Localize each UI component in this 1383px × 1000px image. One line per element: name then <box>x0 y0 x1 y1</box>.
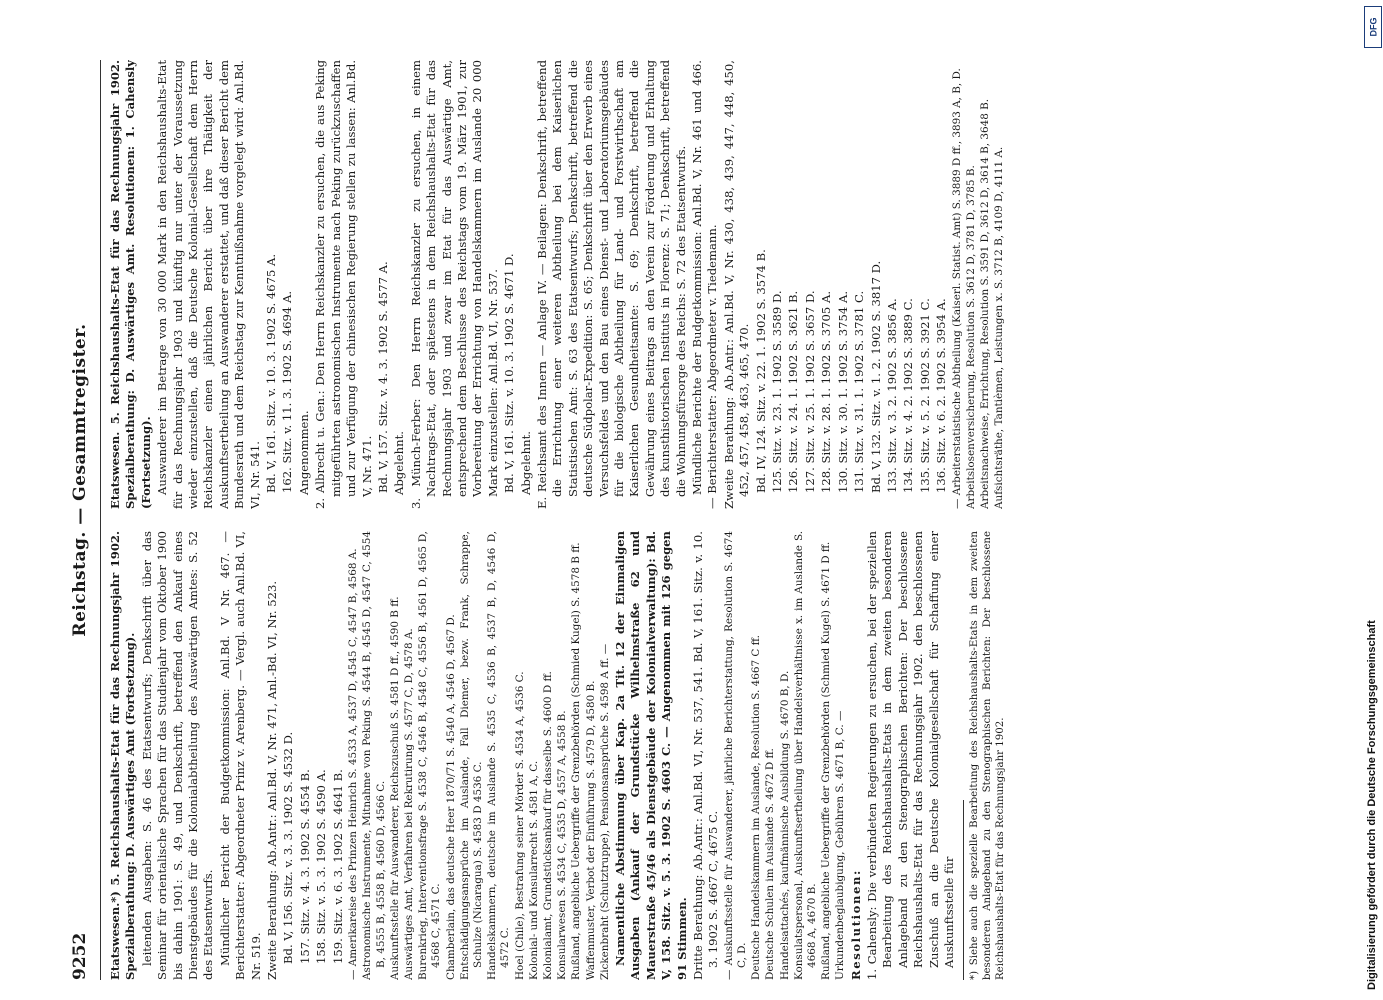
index-entry: Waffenmuster, Verbot der Einführung S. 4579 D, 4580 B. <box>584 680 597 980</box>
index-entry: Deutsche Schulen im Auslande S. 4672 D ff. <box>764 748 777 980</box>
index-entry: Hoel (Chile), Bestrafung seiner Mörder S. 4534 A, 4536 C. <box>513 671 526 980</box>
index-entry: — Amerikareise des Prinzen Heinrich S. 4533 A, 4537 D, 4545 C, 4547 B, 4568 A. <box>347 548 360 980</box>
sitting-reference: 125. Sitz. v. 23. 1. 1902 S. 3589 D. <box>770 290 785 493</box>
sitting-reference: Bd. V, 156. Sitz. v. 3. 3. 1902 S. 4532 D. <box>281 731 296 964</box>
sitting-reference: 162. Sitz. v. 11. 3. 1902 S. 4694 A. <box>280 290 295 493</box>
index-entry: Konsularwesen S. 4534 C, 4535 D, 4557 A, 4558 B. <box>556 710 569 980</box>
digitization-credit: Digitalisierung gefördert durch die Deutsche Forschungsgemeinschaft <box>1366 620 1378 990</box>
index-entry: Astronomische Instrumente, Mitnahme von Peking S. 4544 B, 4545 D, 4547 C, 4554 B, 4555 B, 4558 B, 4560 D, 4566 C. <box>361 531 387 980</box>
outcome: Abgelehnt. <box>518 431 533 495</box>
sitting-reference: 127. Sitz. v. 25. 1. 1902 S. 3657 D. <box>802 290 817 493</box>
index-entry: Arbeitsnachweise, Errichtung, Resolution S. 3591 D, 3612 D, 3614 B, 3648 B. <box>978 98 991 509</box>
dfg-logo <box>1364 6 1382 48</box>
index-entry: Handelskammern, deutsche im Auslande S. 4535 C, 4536 B, 4537 B, D, 4546 D, 4572 C. <box>486 531 512 980</box>
index-entry: Aufsichtsräthe, Tantièmen, Leistungen x. S. 3712 B, 4109 D, 4111 A. <box>993 146 1006 509</box>
text-columns <box>108 60 1350 980</box>
entry-paragraph: Zweite Berathung: Ab.Antr.: Anl.Bd. V, Nr. 430, 438, 439, 447, 448, 450, 452, 457, 458, 463, 465, 470. <box>721 60 752 509</box>
sitting-reference: 136. Sitz. v. 6. 2. 1902 S. 3954 A. <box>934 298 949 493</box>
index-entry: Kolonial- und Konsularrecht S. 4581 A, C. <box>527 760 540 980</box>
index-entry: Rußland, angebliche Uebergriffe der Grenzbehörden (Schmied Kugel) S. 4578 B ff. <box>570 542 583 980</box>
footnote-divider <box>963 800 964 980</box>
sitting-reference: 134. Sitz. v. 4. 2. 1902 S. 3889 C. <box>901 298 916 493</box>
index-entry: Burenkrieg, Interventionsfrage S. 4538 C, 4546 B, 4548 C, 4556 B, 4561 D, 4565 D, 4568 C, 4571 C. <box>417 531 443 980</box>
running-title: Reichstag. — Gesammtregister. <box>70 323 90 637</box>
resolution-entry: 3. Münch-Ferber: Den Herrn Reichskanzler zu ersuchen, in einem Nachtrags-Etat, oder spätestens in dem Reichshaushalts-Etat für das Rechnungsjahr 1903 und zwar im Etat für das Auswärtige Amt, entsprechend dem Beschlusse des Reichstags vom 19. März 1901, zur Vorbereitung der Errichtung von Handelskammern im Auslande 20 000 Mark einzustellen: Anl.Bd. VI, Nr. 537. <box>408 60 500 509</box>
index-entry: Rußland, angebliche Uebergriffe der Grenzbehörden (Schmied Kugel) S. 4671 D ff. <box>820 541 833 980</box>
resolution-entry: 2. Albrecht u. Gen.: Den Herrn Reichskanzler zu ersuchen, die aus Peking mitgeführten astronomischen Instrumente nach Peking zurückzuschaffen und zur Verfügung der chinesischen Regierung stellen zu lassen: Anl.Bd. V, Nr. 471. <box>313 60 374 509</box>
footnote: *) Siehe auch die spezielle Bearbeitung des Reichshaushalts-Etats in dem zweiten besonderen Anlageband zu den Stenographischen Berichten: Der beschlossene Reichshaushalts-Etat für das Rechnungsjahr 1902. <box>969 531 1007 980</box>
index-entry: Arbeitslosenversicherung, Resolution S. 3612 D, 3781 D, 3785 B. <box>964 165 977 509</box>
entry-paragraph: leitenden Ausgaben: S. 46 des Etatsentwurfs; Denkschrift über das Seminar für orientalische Sprachen für das Studienjahr vom Oktober 1900 bis dahin 1901: S. 49, und Denkschrift, betreffend den Ankauf eines Dienstgebäudes für die Kolonialabtheilung des Auswärtigen Amtes: S. 52 des Etatsentwurfs. <box>139 531 216 980</box>
outcome: Abgelehnt. <box>392 431 407 495</box>
index-entry: Auswärtiges Amt, Verfahren bei Rekrutirung S. 4577 C, D, 4578 A. <box>402 628 415 980</box>
index-entry: Urkundenbeglaubigung, Gebühren S. 4671 B, C. — <box>834 710 847 980</box>
sitting-reference: 130. Sitz. v. 30. 1. 1902 S. 3754 A. <box>835 290 850 493</box>
index-entry: Konsulatspersonal, Auskunftsertheilung über Handelsverhältnisse x. im Auslande S. 4668 A, 4670 B. <box>792 531 819 980</box>
resolution-entry: 1. Cahensly: Die verbündeten Regierungen zu ersuchen, bei der speziellen Bearbeitung des Reichshaushalts-Etats in dem zweiten besonderen Anlageband zu den Stenographischen Berichten: Der beschlossene Reichshaushalts-Etat für das Rechnungsjahr 1902. den beschlossenen Zuschuß an die Deutsche Kolonialgesellschaft für Schaffung einer Auskunftsstelle für <box>865 531 957 980</box>
entry-paragraph: Dritte Berathung: Ab.Antr.: Anl.Bd. VI, Nr. 537, 541. Bd. V, 161. Sitz. v. 10. 3. 1902 S. 4667 C, 4675 C. <box>690 531 721 980</box>
page-header <box>60 60 101 980</box>
index-entry: Entschädigungsansprüche im Auslande, Fall Diemer, bezw. Frank, Schrappe, Schulze (Nicaragua) S. 4583 D 4536 C. <box>458 531 484 980</box>
sitting-reference: Bd. V, 132. Sitz. v. 1. 2. 1902 S. 3817 D. <box>868 260 883 493</box>
index-entry: Kolonialamt, Grundstücksankauf für dasselbe S. 4600 D ff. <box>541 671 554 980</box>
index-entry: Zickenbraht (Schutztruppe), Pensionsansprüche S. 4598 A ff. — <box>598 643 611 980</box>
sitting-reference: 133. Sitz. v. 3. 2. 1902 S. 3856 A. <box>884 298 899 493</box>
vote-paragraph: Namentliche Abstimmung über Kap. 2a Tit. 12 der Einmaligen Ausgaben (Ankauf der Grundstücke Wilhelmstraße 62 und Mauerstraße 45/46 als Dienstgebäude der Kolonialverwaltung): Bd. V, 158. Sitz. v. 5. 3. 1902 S. 4603 C. — Angenommen mit 126 gegen 91 Stimmen. <box>612 531 689 980</box>
sitting-reference: Bd. V, 161. Sitz. v. 10. 3. 1902 S. 4671 D. <box>502 253 517 493</box>
dfg-logo-text: DFG <box>1368 17 1378 37</box>
entry-paragraph: Zweite Berathung: Ab.Antr.: Anl.Bd. V, Nr. 471, Anl.-Bd. VI, Nr. 523. <box>265 580 280 980</box>
index-entry: — Auskunftsstelle für Auswanderer, jährliche Berichterstattung, Resolution S. 4674 C, D. <box>722 531 748 980</box>
index-entry: Handelsattachés, kaufmännische Ausbildung S. 4670 B, D. <box>778 670 791 980</box>
sitting-reference: Bd. V, 161. Sitz. v. 10. 3. 1902 S. 4675 A. <box>264 253 279 493</box>
sitting-reference: 157. Sitz. v. 4. 3. 1902 S. 4554 B. <box>297 769 312 964</box>
outcome: Angenommen. <box>296 410 311 495</box>
sitting-reference: 158. Sitz. v. 5. 3. 1902 S. 4590 A. <box>314 769 329 964</box>
entry-paragraph: Mündlicher Bericht der Budgetkommission: Anl.Bd. V Nr. 467. — Berichterstatter: Abgeordneter Prinz v. Arenberg. — Vergl. auch Anl.Bd. VI, Nr. 519. <box>217 531 263 980</box>
sitting-reference: Bd. V, 157. Sitz. v. 4. 3. 1902 S. 4577 A. <box>375 261 390 493</box>
resolutions-heading: Resolutionen: <box>848 869 863 980</box>
left-column <box>108 531 1350 980</box>
entry-paragraph: Mündliche Berichte der Budgetkommission: Anl.Bd. V, Nr. 461 und 466. — Berichterstatter: Abgeordneter v. Tiedemann. <box>690 60 720 509</box>
entry-paragraph: Auswanderer im Betrage von 30 000 Mark in den Reichshaushalts-Etat für das Rechnungsjahr 1903 und künftig nur unter der Voraussetzung wieder einzustellen, daß die Deutsche Kolonial-Gesellschaft dem Herrn Reichskanzler einen jährlichen Bericht über ihre Thätigkeit der Auskunftsertheilung an Auswanderer erstattet, und daß dieser Bericht dem Bundesrath und dem Reichstag zur Kenntnißnahme vorgelegt wird: Anl.Bd. VI, Nr. 541. <box>155 60 262 509</box>
index-entry: Chamberlain, das deutsche Heer 1870/71 S. 4540 A, 4546 D, 4567 D. <box>444 614 457 980</box>
index-entry: Auskunftsstelle für Auswanderer, Reichszuschuß S. 4581 D ff., 4590 B ff. <box>388 596 401 980</box>
rotated-register-page <box>60 60 1350 980</box>
section-heading: Etatswesen.*) 5. Reichshaushalts-Etat für das Rechnungsjahr 1902. Spezialberathung: D. Auswärtiges Amt (Fortsetzung). <box>108 531 138 980</box>
right-column <box>108 60 1350 509</box>
index-entry: — Arbeiterstatistische Abtheilung (Kaiserl. Statist. Amt) S. 3889 D ff., 3893 A, B, D. <box>950 68 963 509</box>
sitting-reference: 128. Sitz. v. 28. 1. 1902 S. 3705 A. <box>819 290 834 493</box>
sitting-reference: 159. Sitz. v. 6. 3. 1902 S. 4641 B. <box>330 769 345 964</box>
sitting-reference: 135. Sitz. v. 5. 2. 1902 S. 3921 C. <box>917 298 932 493</box>
sitting-reference: Bd. IV, 124. Sitz. v. 22. 1. 1902 S. 3574 B. <box>753 249 768 493</box>
section-heading: Etatswesen. 5. Reichshaushalts-Etat für das Rechnungsjahr 1902. Spezialberathung: D. Auswärtiges Amt. Resolutionen: 1. Cahensly (Fortsetzung). <box>108 60 153 509</box>
index-entry: Deutsche Handelskammern im Auslande, Resolution S. 4667 C ff. <box>750 635 763 980</box>
page-number: 9252 <box>70 932 90 980</box>
section-entry: E. Reichsamt des Innern — Anlage IV. — Beilagen: Denkschrift, betreffend die Errichtung einer weiteren Abtheilung bei dem Kaiserlichen Statistischen Amt: S. 63 des Etatsentwurfs; Denkschrift, betreffend die deutsche Südpolar-Expedition: S. 65; Denkschrift über den Erwerb eines Versuchsfeldes und den Bau eines Dienst- und Laboratoriumsgebäudes für die biologische Abtheilung für Land- und Forstwirthschaft am Kaiserlichen Gesundheitsamte: S. 69; Denkschrift, betreffend die Gewährung eines Beitrags an den Verein zur Förderung und Erhaltung des kunsthistorischen Instituts in Florenz: S. 71; Denkschrift, betreffend die Wohnungsfürsorge des Reichs: S. 72 des Etatsentwurfs. <box>534 60 688 509</box>
sitting-reference: 131. Sitz. v. 31. 1. 1902 S. 3781 C. <box>852 290 867 493</box>
sitting-reference: 126. Sitz. v. 24. 1. 1902 S. 3621 B. <box>786 290 801 493</box>
